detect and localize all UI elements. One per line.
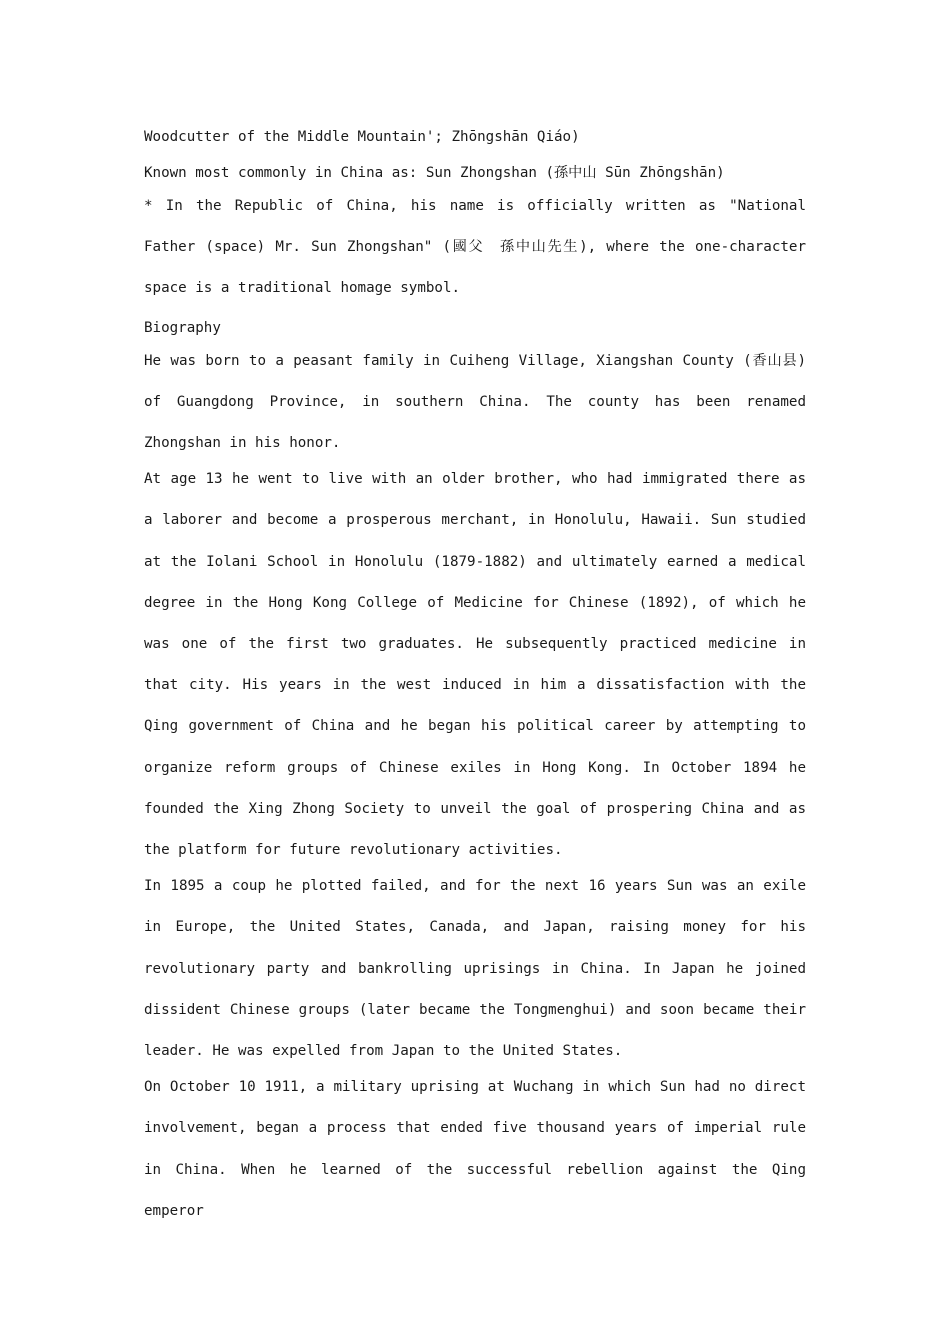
paragraph-wuchang-uprising: On October 10 1911, a military uprising at Wuchang in which Sun had no direct involvement, began a process that ended five thousand years of imperial rule in China. When he learned of the successful rebellion against the Qing emperor (144, 1079, 806, 1219)
document-body (144, 125, 806, 1232)
section-heading-biography: Biography (144, 319, 221, 336)
paragraph-exile: In 1895 a coup he plotted failed, and for the next 16 years Sun was an exile in Europe, the United States, Canada, and Japan, raising money for his revolutionary party and bankrolling uprisings in China. In Japan he joined dissident Chinese groups (later became the Tongmenghui) and soon became their leader. He was expelled from Japan to the United States. (144, 878, 806, 1060)
paragraph-common-name: Known most commonly in China as: Sun Zhongshan (孫中山 Sūn Zhōngshān) (144, 165, 725, 181)
paragraph-official-name-note: * In the Republic of China, his name is officially written as "National Father (space) Mr. Sun Zhongshan" (國父 孫中山先生), where the one-character space is a traditional homage symbol. (144, 198, 806, 297)
paragraph-birth: He was born to a peasant family in Cuiheng Village, Xiangshan County (香山县) of Guangdong Province, in southern China. The county has been renamed Zhongshan in his honor. (144, 352, 806, 452)
paragraph-name-origin: Woodcutter of the Middle Mountain'; Zhōngshān Qiáo) (144, 129, 580, 145)
paragraph-early-life: At age 13 he went to live with an older brother, who had immigrated there as a laborer and become a prosperous merchant, in Honolulu, Hawaii. Sun studied at the Iolani School in Honolulu (1879-1882) and ultimately earned a medical degree in the Hong Kong College of Medicine for Chinese (1892), of which he was one of the first two graduates. He subsequently practiced medicine in that city. His years in the west induced in him a dissatisfaction with the Qing government of China and he began his political career by attempting to organize reform groups of Chinese exiles in Hong Kong. In October 1894 he founded the Xing Zhong Society to unveil the goal of prospering China and as the platform for future revolutionary activities. (144, 471, 806, 859)
